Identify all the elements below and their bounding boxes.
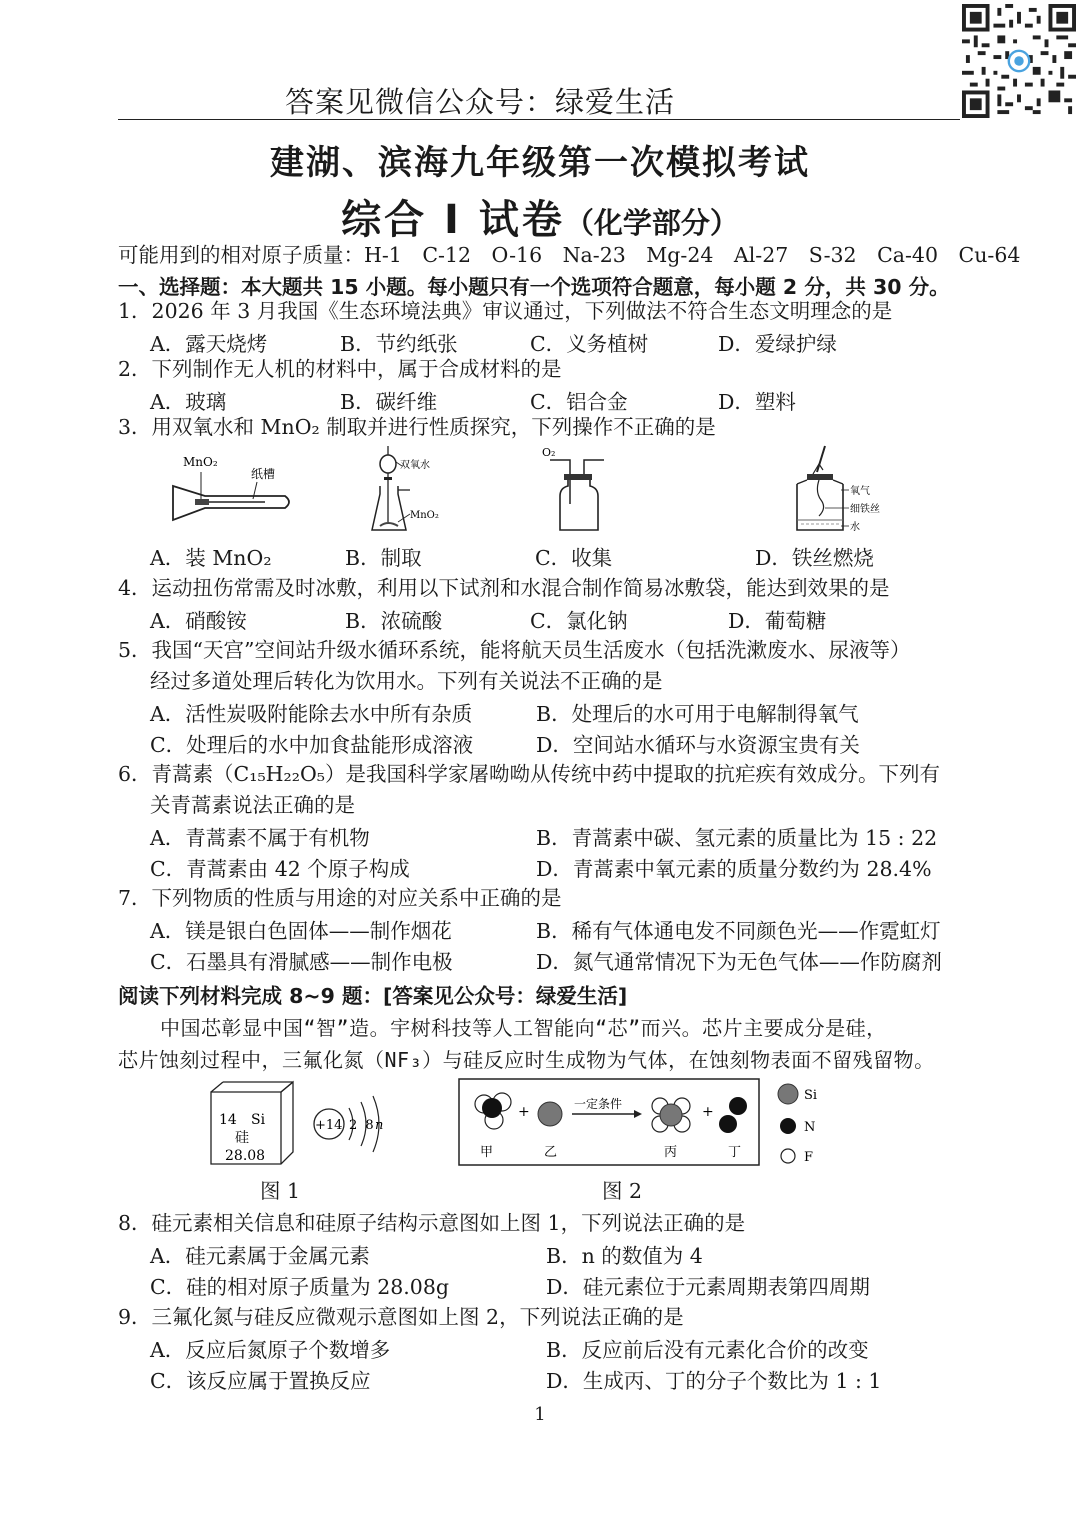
page-number: 1 — [534, 1404, 546, 1425]
fig2-plus-1: + — [518, 1104, 530, 1120]
fig1-n: n — [375, 1118, 384, 1133]
fig-b-flask — [370, 444, 450, 536]
q7-option-b: B．稀有气体通电发不同颜色光——作霓虹灯 — [536, 919, 941, 943]
fig2-condition: 一定条件 — [574, 1097, 623, 1111]
fig-d-label-wire: 细铁丝 — [850, 504, 880, 515]
q9-option-b: B．反应前后没有元素化合价的改变 — [546, 1338, 869, 1362]
q5-option-c: C．处理后的水中加食盐能形成溶液 — [150, 733, 474, 757]
q4-stem: 4．运动扭伤常需及时冰敷，利用以下试剂和水混合制作简易冰敷袋，能达到效果的是 — [118, 576, 890, 600]
fig1-mass: 28.08 — [225, 1148, 266, 1164]
fig-d-label-oxygen: 氧气 — [850, 486, 870, 497]
q7-option-a: A．镁是银白色固体——制作烟花 — [150, 919, 452, 943]
fig-d-label-water: 水 — [850, 522, 860, 533]
q9-option-a: A．反应后氮原子个数增多 — [150, 1338, 391, 1362]
q3-option-c: C．收集 — [535, 546, 613, 570]
header-rule — [118, 119, 960, 120]
fig-b-label-mno2: MnO₂ — [410, 510, 439, 521]
reading-paragraph-line2: 芯片蚀刻过程中，三氟化氮（NF₃）与硅反应时生成物为气体，在蚀刻物表面不留残留物。 — [118, 1048, 935, 1072]
q5-stem-line2: 经过多道处理后转化为饮用水。下列有关说法不正确的是 — [150, 669, 663, 693]
q6-option-b: B．青蒿素中碳、氢元素的质量比为 15 : 22 — [536, 826, 938, 850]
q1-option-b: B．节约纸张 — [340, 332, 458, 356]
section-heading: 一、选择题：本大题共 15 小题。每小题只有一个选项符合题意，每小题 2 分，共 30 分。 — [118, 275, 950, 299]
q5-option-a: A．活性炭吸附能除去水中所有杂质 — [150, 702, 473, 726]
q7-option-c: C．石墨具有滑腻感——制作电极 — [150, 950, 453, 974]
fig1-shells: 2 8 — [349, 1118, 376, 1133]
q6-stem-line2: 关青蒿素说法正确的是 — [150, 793, 355, 817]
q5-stem-line1: 5．我国“天宫”空间站升级水循环系统，能将航天员生活废水（包括洗漱废水、尿液等） — [118, 638, 911, 662]
q2-option-c: C．铝合金 — [530, 390, 628, 414]
q2-option-a: A．玻璃 — [150, 390, 227, 414]
fig2-legend-f: F — [804, 1150, 814, 1165]
figure-2 — [456, 1076, 836, 1172]
fig2-legend-n: N — [804, 1120, 816, 1135]
fig-b-label-peroxide: 双氧水 — [400, 460, 430, 471]
q4-option-d: D．葡萄糖 — [728, 609, 827, 633]
q7-option-d: D．氮气通常情况下为无色气体——作防腐剂 — [536, 950, 942, 974]
fig-a-test-tube — [165, 448, 295, 530]
atomic-masses: 可能用到的相对原子质量：H-1 C-12 O-16 Na-23 Mg-24 Al-27 S-32 Ca-40 Cu-64 — [118, 243, 1021, 267]
header-watermark-text: 答案见微信公众号：绿爱生活 — [284, 85, 675, 119]
q8-option-b: B．n 的数值为 4 — [546, 1244, 703, 1268]
q8-option-d: D．硅元素位于元素周期表第四周期 — [546, 1275, 870, 1299]
q8-option-a: A．硅元素属于金属元素 — [150, 1244, 370, 1268]
reading-paragraph-line1: 中国芯彰显中国“智”造。宇树科技等人工智能向“芯”而兴。芯片主要成分是硅， — [160, 1016, 887, 1040]
qr-code-icon — [962, 4, 1076, 118]
q9-option-c: C．该反应属于置换反应 — [150, 1369, 371, 1393]
fig1-nucleus: +14 — [315, 1118, 343, 1133]
fig1-atomic-number: 14 — [219, 1112, 237, 1128]
q4-option-a: A．硝酸铵 — [150, 609, 247, 633]
fig2-label-yi: 乙 — [544, 1145, 558, 1160]
figure-1 — [205, 1080, 405, 1172]
exam-subtitle — [0, 188, 1080, 245]
q9-option-d: D．生成丙、丁的分子个数比为 1 : 1 — [546, 1369, 882, 1393]
figure-2-caption: 图 2 — [602, 1179, 643, 1203]
q4-option-b: B．浓硫酸 — [345, 609, 443, 633]
q6-option-a: A．青蒿素不属于有机物 — [150, 826, 370, 850]
fig2-legend-si: Si — [804, 1088, 818, 1103]
q1-option-c: C．义务植树 — [530, 332, 649, 356]
q1-stem: 1．2026 年 3 月我国《生态环境法典》审议通过，下列做法不符合生态文明理念的是 — [118, 299, 893, 323]
fig1-name: 硅 — [235, 1130, 249, 1146]
fig1-symbol: Si — [251, 1112, 266, 1128]
q1-option-a: A．露天烧烤 — [150, 332, 268, 356]
exam-subtitle-sub: （化学部分） — [564, 206, 739, 240]
fig-c-label-o2: O₂ — [542, 446, 556, 459]
q2-option-d: D．塑料 — [718, 390, 796, 414]
fig-a-label-mno2: MnO₂ — [183, 455, 218, 469]
fig2-plus-2: + — [702, 1104, 714, 1120]
q6-option-d: D．青蒿素中氧元素的质量分数约为 28.4% — [536, 857, 932, 881]
q2-stem: 2．下列制作无人机的材料中，属于合成材料的是 — [118, 357, 562, 381]
q5-option-d: D．空间站水循环与水资源宝贵有关 — [536, 733, 860, 757]
q5-option-b: B．处理后的水可用于电解制得氧气 — [536, 702, 859, 726]
fig-c-bottle — [540, 444, 620, 536]
q1-option-d: D．爱绿护绿 — [718, 332, 837, 356]
q6-option-c: C．青蒿素由 42 个原子构成 — [150, 857, 410, 881]
fig2-label-bing: 丙 — [664, 1145, 678, 1160]
figure-1-caption: 图 1 — [260, 1179, 301, 1203]
q3-stem: 3．用双氧水和 MnO₂ 制取并进行性质探究，下列操作不正确的是 — [118, 415, 716, 439]
q4-option-c: C．氯化钠 — [530, 609, 628, 633]
fig-a-label-trough: 纸槽 — [251, 467, 276, 481]
fig2-label-jia: 甲 — [480, 1145, 494, 1160]
exam-title: 建湖、滨海九年级第一次模拟考试 — [270, 143, 810, 183]
fig-d-burning — [785, 444, 880, 536]
q8-option-c: C．硅的相对原子质量为 28.08g — [150, 1275, 450, 1299]
q8-stem: 8．硅元素相关信息和硅原子结构示意图如上图 1，下列说法正确的是 — [118, 1211, 746, 1235]
fig2-label-ding: 丁 — [728, 1145, 742, 1160]
q7-stem: 7．下列物质的性质与用途的对应关系中正确的是 — [118, 886, 562, 910]
q3-option-d: D．铁丝燃烧 — [755, 546, 874, 570]
exam-subtitle-main: 综合 I 试卷 — [341, 197, 565, 243]
q9-stem: 9．三氟化氮与硅反应微观示意图如上图 2，下列说法正确的是 — [118, 1305, 684, 1329]
q6-stem-line1: 6．青蒿素（C₁₅H₂₂O₅）是我国科学家屠呦呦从传统中药中提取的抗疟疾有效成分。下列有 — [118, 762, 940, 786]
q2-option-b: B．碳纤维 — [340, 390, 438, 414]
reading-title: 阅读下列材料完成 8~9 题：[答案见公众号：绿爱生活] — [118, 984, 628, 1008]
q3-option-b: B．制取 — [345, 546, 422, 570]
q3-option-a: A．装 MnO₂ — [150, 546, 272, 570]
